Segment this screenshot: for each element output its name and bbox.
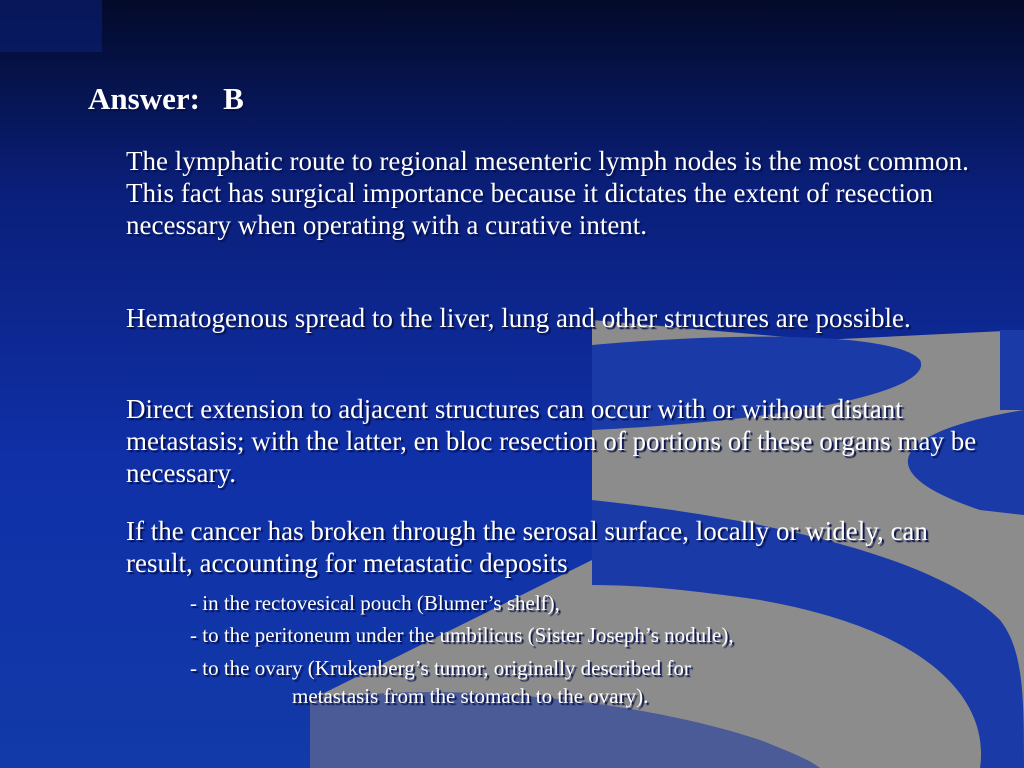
paragraph-lymphatic-route: The lymphatic route to regional mesenteric lymph nodes is the most common. This fact has surgical importance because it dictates the extent of resection necessary when operating with a curative intent.: [126, 146, 969, 240]
paragraph-direct-extension: Direct extension to adjacent structures can occur with or without distant metastasis; with the latter, en bloc resection of portions of these organs may be necessary.: [126, 394, 977, 488]
sub-item-krukenbergs-tumor: - to the ovary (Krukenberg’s tumor, originally described for: [190, 656, 691, 680]
sub-item-blumers-shelf: - in the rectovesical pouch (Blumer’s shelf),: [190, 591, 560, 615]
sub-item-krukenbergs-continuation: metastasis from the stomach to the ovary).: [292, 684, 649, 708]
paragraph-serosal-surface: If the cancer has broken through the serosal surface, locally or widely, can result, accounting for metastatic deposits: [126, 516, 928, 578]
answer-heading: Answer: B: [88, 81, 244, 116]
paragraph-hematogenous-spread: Hematogenous spread to the liver, lung and other structures are possible.: [126, 303, 911, 333]
sub-item-sister-josephs-nodule: - to the peritoneum under the umbilicus (Sister Joseph’s nodule),: [190, 623, 734, 647]
